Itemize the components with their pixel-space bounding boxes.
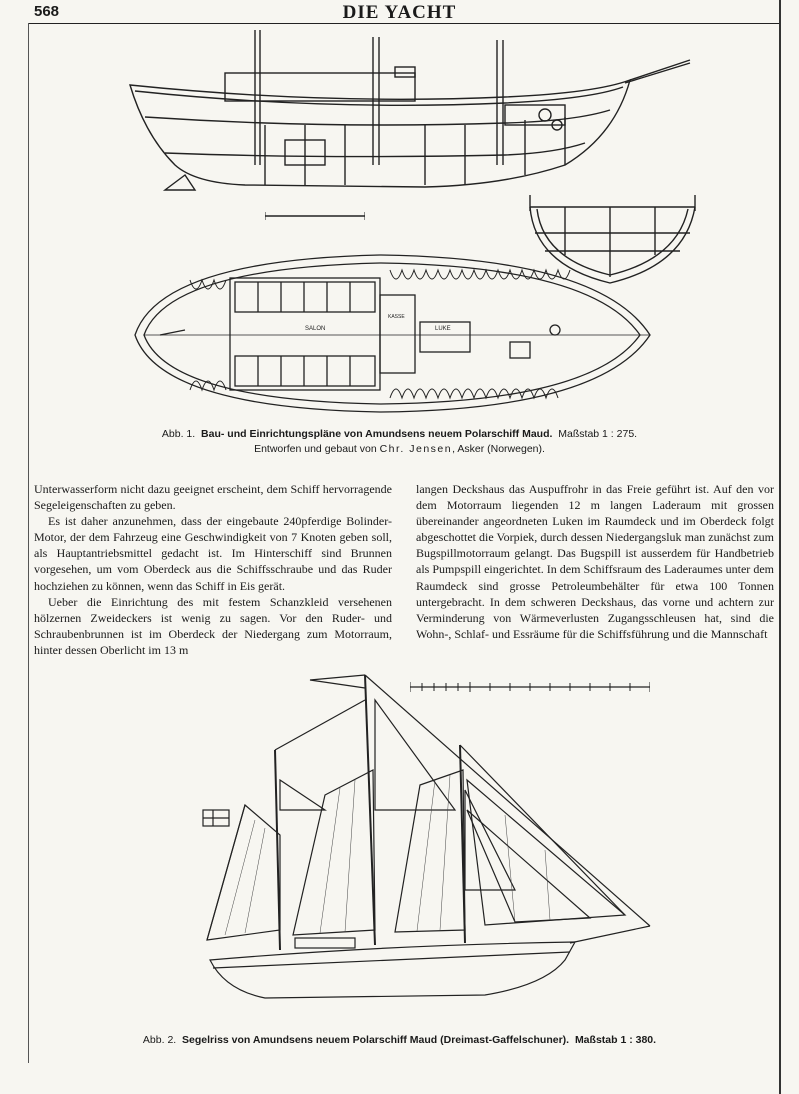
header-rule [28, 23, 780, 24]
page-edge-right [779, 0, 781, 1094]
figure-2-label: Abb. 2. [142, 1034, 177, 1046]
paragraph: Ueber die Einrichtung des mit festem Schanzkleid versehenen hölzernen Zweideckers ist wenig zu sagen. Vor den Ruder- und Schraubenbrunnen ist im Oberdeck der Niedergang zum Motorraum, hinter dessen Oberlicht im 13 m [34, 594, 392, 657]
figure-2-scale: Maßstab 1 : 380. [574, 1034, 657, 1046]
figure-1-credit-name: Chr. Jensen [379, 443, 453, 455]
sail-plan-drawing [185, 660, 665, 1025]
plan-label-kasse: KASSE [388, 314, 405, 320]
plan-label-salon: SALON [305, 326, 326, 332]
figure-2-title: Segelriss von Amundsens neuem Polarschiff Maud (Dreimast-Gaffelschuner). [182, 1034, 570, 1046]
paragraph: langen Deckshaus das Auspuffrohr in das Freie geführt ist. Auf den vor dem Motorraum liegenden 12 m langen Laderaum mit grossen übereinander angeordneten Luken im Raumdeck und im Oberdeck folgt abgeschottet die Vorpiek, durch dessen Niedergangsluk man zunächst zum Bugspillmotorraum gelangt. Das Bugspill ist ausserdem für Handbetrieb als Pumpspill eingerichtet. In dem Schiffsraum des Laderaumes unter dem Raumdeck sind grosse Petroleumbehälter für etwa 100 Tonnen untergebracht. In dem schweren Deckshaus, das vorne und achtern zur Verminderung von Wärmeverlusten Zugangsschleusen hat, sind die Wohn-, Schlaf- und Essräume für die Schiffsführung und die Mannschaft [416, 482, 774, 641]
plan-label-luke: LUKE [435, 326, 451, 332]
scale-bar-1 [265, 210, 365, 222]
figure-1-credit-suffix: , Asker (Norwegen). [452, 443, 545, 455]
paragraph: Unterwasserform nicht dazu geeignet erscheint, dem Schiff hervorragende Segeleigenschaften zu geben. [34, 482, 392, 513]
figure-1-caption [40, 427, 759, 457]
page-edge-left [28, 23, 29, 1063]
paragraph: Es ist daher anzunehmen, dass der eingebaute 240pferdige Bolinder-Motor, der dem Fahrzeug eine Geschwindigkeit von 7 Knoten geben soll, als Hauptantriebsmittel gedacht ist. Im Hinterschiff sind Brunnen vorgesehen, um vom Oberdeck aus die Schiffsschraube und das Ruder hochziehen zu können, wenn das Schiff in Eis gerät. [34, 514, 392, 593]
figure-1-label: Abb. 1. [161, 428, 196, 440]
figure-1-credit-prefix: Entworfen und gebaut von [254, 443, 377, 455]
figure-1-scale: Maßstab 1 : 275. [558, 428, 638, 440]
text-column-right [416, 481, 774, 642]
page-number: 568 [34, 3, 60, 20]
running-title: DIE YACHT [342, 2, 457, 23]
figure-2-caption [40, 1034, 759, 1046]
ship-deck-plan-drawing [130, 250, 660, 415]
figure-1-title: Bau- und Einrichtungspläne von Amundsens neuem Polarschiff Maud. [201, 428, 553, 440]
text-column-left [34, 481, 392, 658]
ship-side-elevation-drawing [125, 25, 695, 205]
